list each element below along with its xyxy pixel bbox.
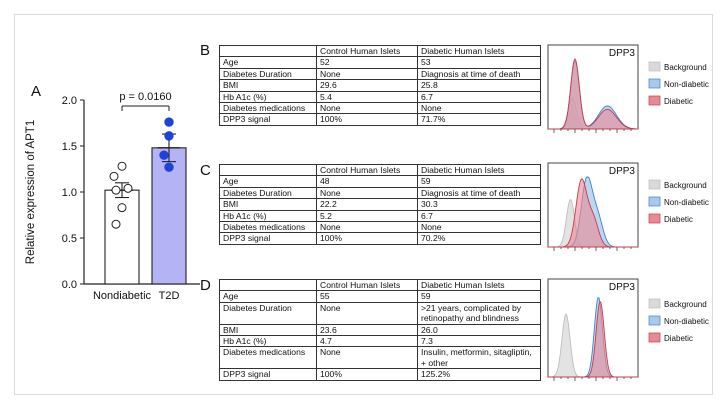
table-cell: Diabetes medications <box>220 103 317 114</box>
histogram-title: DPP3 <box>608 282 635 293</box>
y-tick-label: 0.0 <box>61 279 77 291</box>
table-header-cell: Control Human Islets <box>317 46 418 57</box>
legend-label: Diabetic <box>664 215 693 224</box>
p-value-annotation: p = 0.0160 <box>119 91 172 103</box>
table-header-cell: Diabetic Human Islets <box>418 46 541 57</box>
table-cell: 26.0 <box>418 324 541 335</box>
data-point-t2d <box>165 118 173 126</box>
y-tick-label: 0.5 <box>61 233 77 245</box>
data-point-t2d <box>165 132 173 140</box>
table-cell: None <box>317 187 418 198</box>
table-cell: 70.2% <box>418 233 541 244</box>
table-cell: Diabetes medications <box>220 222 317 233</box>
table-cell: None <box>317 103 418 114</box>
table-header-cell: Control Human Islets <box>317 165 418 176</box>
legend-label: Diabetic <box>664 97 693 106</box>
y-axis-label: Relative expression of APT1 <box>25 119 37 265</box>
legend-swatch <box>649 214 660 223</box>
table-row <box>220 176 541 187</box>
table-cell: DPP3 signal <box>220 233 317 244</box>
histogram-c <box>545 160 715 252</box>
table-row <box>220 114 541 125</box>
histogram-title: DPP3 <box>608 48 635 59</box>
table-cell: 25.8 <box>418 80 541 91</box>
table-cell: 55 <box>317 291 418 302</box>
table-row <box>220 324 541 335</box>
histogram-b <box>545 42 715 134</box>
data-point-nondiabetic <box>110 172 118 180</box>
histogram-d <box>545 276 715 382</box>
table-header-cell <box>220 46 317 57</box>
legend-label: Background <box>664 63 707 72</box>
table-cell: 59 <box>418 176 541 187</box>
table-cell: Diabetes Duration <box>220 187 317 198</box>
table-cell: Hb A1c (%) <box>220 336 317 347</box>
data-point-nondiabetic <box>112 186 120 194</box>
table-cell: >21 years, complicated by retinopathy and blindness <box>418 302 541 324</box>
table-row <box>220 291 541 302</box>
panel-label-b: B <box>200 42 211 59</box>
legend-swatch <box>649 299 660 308</box>
table-cell: None <box>317 347 418 369</box>
table-cell: Diagnosis at time of death <box>418 187 541 198</box>
table-cell: Age <box>220 176 317 187</box>
table-header-row <box>220 165 541 176</box>
table-row <box>220 336 541 347</box>
table-cell: 29.6 <box>317 80 418 91</box>
legend-label: Diabetic <box>664 334 693 343</box>
data-point-t2d <box>165 163 173 171</box>
table-row <box>220 369 541 380</box>
table-cell: 5.4 <box>317 91 418 102</box>
table-cell: Insulin, metformin, sitagliptin, + other <box>418 347 541 369</box>
table-cell: 5.2 <box>317 210 418 221</box>
table-cell: None <box>418 222 541 233</box>
table-cell: Age <box>220 291 317 302</box>
legend-label: Background <box>664 300 707 309</box>
table-cell: BMI <box>220 324 317 335</box>
table-cell: 71.7% <box>418 114 541 125</box>
table-cell: 48 <box>317 176 418 187</box>
table-header-cell: Diabetic Human Islets <box>418 280 541 291</box>
table-cell: Diabetes medications <box>220 347 317 369</box>
table-b <box>219 45 541 126</box>
table-row <box>220 103 541 114</box>
table-cell: 59 <box>418 291 541 302</box>
table-cell: 23.6 <box>317 324 418 335</box>
legend-label: Non-diabetic <box>664 317 709 326</box>
table-cell: 100% <box>317 114 418 125</box>
panel-label-a: A <box>31 83 42 100</box>
data-point-nondiabetic <box>112 220 120 228</box>
y-tick-label: 2.0 <box>61 95 77 107</box>
table-row <box>220 302 541 324</box>
table-cell: Hb A1c (%) <box>220 210 317 221</box>
table-row <box>220 68 541 79</box>
panel-label-d: D <box>200 277 211 294</box>
data-point-nondiabetic <box>118 204 126 212</box>
legend-label: Background <box>664 181 707 190</box>
table-header-row <box>220 280 541 291</box>
table-cell: None <box>317 68 418 79</box>
table-cell: 100% <box>317 369 418 380</box>
table-cell: BMI <box>220 80 317 91</box>
table-cell: 6.7 <box>418 91 541 102</box>
table-cell: 22.2 <box>317 199 418 210</box>
legend-label: Non-diabetic <box>664 198 709 207</box>
table-header-row <box>220 46 541 57</box>
x-tick-label: T2D <box>158 290 180 302</box>
table-cell: Age <box>220 57 317 68</box>
table-row <box>220 233 541 244</box>
table-cell: None <box>317 222 418 233</box>
table-cell: Diabetes Duration <box>220 68 317 79</box>
legend-swatch <box>649 316 660 325</box>
table-cell: DPP3 signal <box>220 114 317 125</box>
data-point-t2d <box>160 151 168 159</box>
table-row <box>220 91 541 102</box>
table-row <box>220 199 541 210</box>
table-cell: Diabetes Duration <box>220 302 317 324</box>
legend-swatch <box>649 79 660 88</box>
table-cell: 6.7 <box>418 210 541 221</box>
histogram-title: DPP3 <box>608 166 635 177</box>
table-row <box>220 57 541 68</box>
legend-swatch <box>649 96 660 105</box>
legend-label: Non-diabetic <box>664 80 709 89</box>
table-header-cell: Diabetic Human Islets <box>418 165 541 176</box>
legend-swatch <box>649 197 660 206</box>
table-cell: 100% <box>317 233 418 244</box>
legend-swatch <box>649 333 660 342</box>
legend-swatch <box>649 180 660 189</box>
table-cell: 53 <box>418 57 541 68</box>
data-point-nondiabetic <box>124 184 132 192</box>
table-row <box>220 347 541 369</box>
table-row <box>220 222 541 233</box>
table-cell: BMI <box>220 199 317 210</box>
table-cell: DPP3 signal <box>220 369 317 380</box>
legend-swatch <box>649 62 660 71</box>
table-header-cell <box>220 280 317 291</box>
table-cell: 52 <box>317 57 418 68</box>
data-point-nondiabetic <box>118 162 126 170</box>
bar-chart-apt1 <box>14 70 204 310</box>
table-header-cell: Control Human Islets <box>317 280 418 291</box>
table-cell: 125.2% <box>418 369 541 380</box>
y-tick-label: 1.0 <box>61 187 77 199</box>
table-c <box>219 164 541 245</box>
table-row <box>220 187 541 198</box>
table-cell: Hb A1c (%) <box>220 91 317 102</box>
table-row <box>220 80 541 91</box>
table-header-cell <box>220 165 317 176</box>
x-tick-label: Nondiabetic <box>92 290 152 302</box>
table-d <box>219 279 541 381</box>
table-cell: Diagnosis at time of death <box>418 68 541 79</box>
table-cell: None <box>317 302 418 324</box>
table-cell: 30.3 <box>418 199 541 210</box>
table-row <box>220 210 541 221</box>
table-cell: 4.7 <box>317 336 418 347</box>
table-cell: None <box>418 103 541 114</box>
panel-label-c: C <box>200 162 211 179</box>
table-cell: 7.3 <box>418 336 541 347</box>
y-tick-label: 1.5 <box>61 141 77 153</box>
